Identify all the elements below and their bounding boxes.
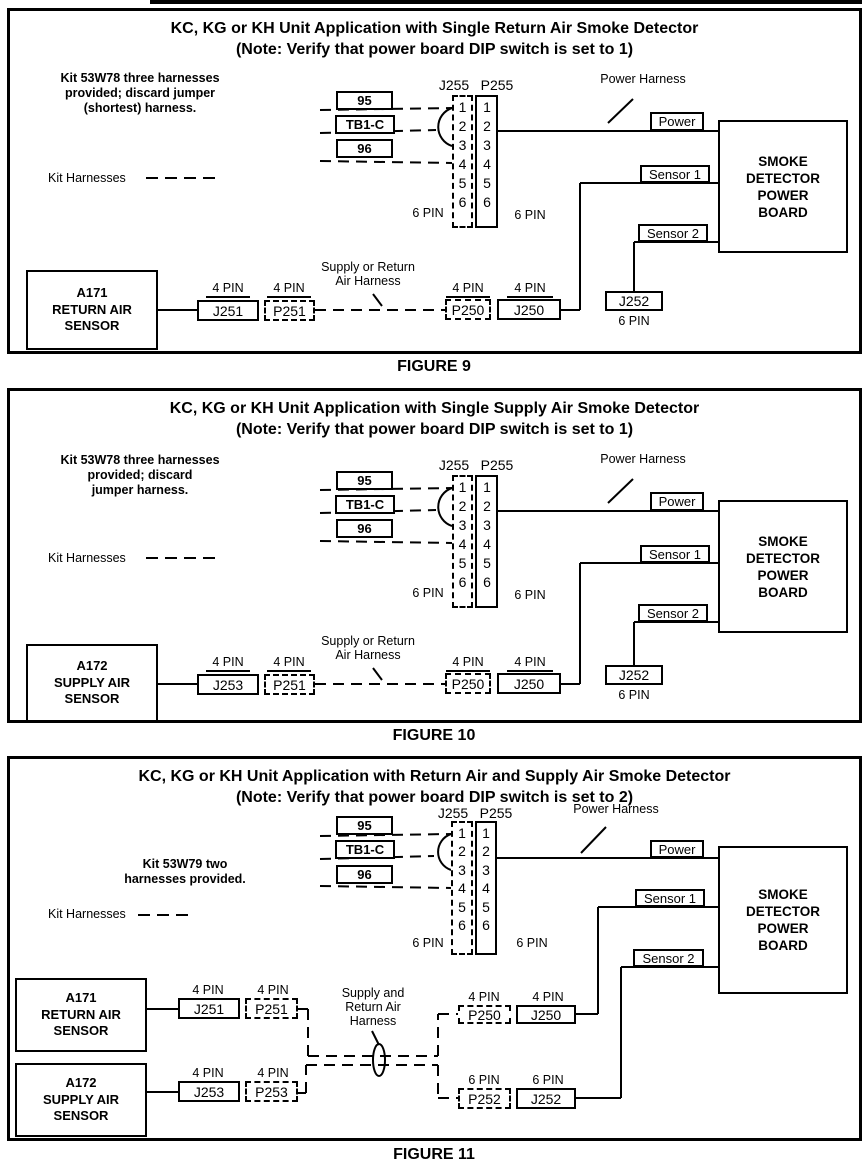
sensor2-terminal: Sensor 2 bbox=[638, 604, 708, 622]
p251-connector: P251 bbox=[264, 300, 315, 321]
j252-pin-count: 6 PIN bbox=[618, 314, 650, 328]
air-harness-label: Supply or Return Air Harness bbox=[321, 260, 415, 288]
terminal-96: 96 bbox=[336, 519, 393, 538]
p255-label: P255 bbox=[479, 805, 513, 821]
sensor2-terminal: Sensor 2 bbox=[638, 224, 708, 242]
j255-pin-1: 1 bbox=[458, 99, 467, 115]
p251-pin-count: 4 PIN bbox=[267, 281, 311, 298]
p255-pin-3: 3 bbox=[483, 517, 491, 533]
p255-pin-count: 6 PIN bbox=[514, 208, 546, 222]
j255-pin-1: 1 bbox=[458, 825, 466, 841]
terminal-95: 95 bbox=[336, 816, 393, 835]
return-air-sensor-box: A171 RETURN AIR SENSOR bbox=[15, 978, 147, 1052]
p250-connector: P250 bbox=[445, 299, 491, 320]
air-harness-label: Supply and Return Air Harness bbox=[341, 986, 405, 1028]
power-harness-label: Power Harness bbox=[573, 802, 659, 816]
j255-pin-3: 3 bbox=[458, 862, 466, 878]
figure-9-title-line1: KC, KG or KH Unit Application with Single Return Air Smoke Detector bbox=[170, 20, 699, 37]
jumper-arc bbox=[438, 834, 451, 870]
figure-11-panel bbox=[7, 756, 862, 1141]
j255-label: J255 bbox=[438, 457, 470, 473]
terminal-95: 95 bbox=[336, 91, 393, 110]
figure-10-panel bbox=[7, 388, 862, 723]
figure-11-title-line2: (Note: Verify that power board DIP switch is set to 2) bbox=[235, 789, 634, 806]
j255-pin-5: 5 bbox=[458, 899, 466, 915]
air-harness-pointer bbox=[373, 294, 382, 306]
j251-pin-count: 4 PIN bbox=[186, 983, 230, 1000]
kit-note: Kit 53W78 three harnesses provided; discard jumper (shortest) harness. bbox=[60, 71, 220, 115]
p255-pin-5: 5 bbox=[483, 555, 491, 571]
smoke-detector-power-board: SMOKE DETECTOR POWER BOARD bbox=[718, 500, 848, 633]
figure-9-title-line2: (Note: Verify that power board DIP switch is set to 1) bbox=[235, 41, 634, 58]
kit-harnesses-legend: Kit Harnesses bbox=[48, 171, 126, 185]
sensor1-terminal: Sensor 1 bbox=[640, 165, 710, 183]
power-harness-label: Power Harness bbox=[600, 72, 686, 86]
p251-pin-count: 4 PIN bbox=[251, 983, 295, 1000]
kit-harnesses-legend: Kit Harnesses bbox=[48, 551, 126, 565]
kit-note: Kit 53W79 two harnesses provided. bbox=[124, 857, 246, 886]
p253-pin-count: 4 PIN bbox=[251, 1066, 295, 1083]
p250-pin-count: 4 PIN bbox=[446, 655, 490, 672]
p255-label: P255 bbox=[480, 457, 514, 473]
j255-label: J255 bbox=[438, 77, 470, 93]
p255-pin-3: 3 bbox=[482, 862, 490, 878]
j252-connector: J252 bbox=[605, 291, 663, 311]
j255-pin-2: 2 bbox=[458, 843, 466, 859]
j255-pin-4: 4 bbox=[458, 156, 467, 172]
jumper-arc bbox=[438, 108, 452, 146]
p253-connector: P253 bbox=[245, 1081, 298, 1102]
kit-harnesses-legend: Kit Harnesses bbox=[48, 907, 126, 921]
kit-note: Kit 53W78 three harnesses provided; discard jumper harness. bbox=[60, 453, 220, 497]
top-rule bbox=[150, 0, 862, 4]
j253-pin-count: 4 PIN bbox=[206, 655, 250, 672]
j252-connector: J252 bbox=[516, 1088, 576, 1109]
p255-pin-1: 1 bbox=[483, 99, 491, 115]
j255-pin-4: 4 bbox=[458, 536, 467, 552]
p255-pin-4: 4 bbox=[483, 156, 491, 172]
j255-pin-count: 6 PIN bbox=[412, 936, 444, 950]
p255-pin-4: 4 bbox=[483, 536, 491, 552]
figure-11-title-line1: KC, KG or KH Unit Application with Return Air and Supply Air Smoke Detector bbox=[138, 768, 731, 785]
sensor2-terminal: Sensor 2 bbox=[633, 949, 704, 967]
p251-connector: P251 bbox=[264, 674, 315, 695]
power-terminal: Power bbox=[650, 840, 704, 858]
p255-label: P255 bbox=[480, 77, 514, 93]
p252-connector: P252 bbox=[458, 1088, 511, 1109]
figure-9-panel bbox=[7, 8, 862, 354]
p255-pin-1: 1 bbox=[482, 825, 490, 841]
j255-pin-3: 3 bbox=[458, 517, 467, 533]
terminal-96: 96 bbox=[336, 865, 393, 884]
p255-pin-count: 6 PIN bbox=[514, 588, 546, 602]
p255-pin-4: 4 bbox=[482, 880, 490, 896]
air-harness-label: Supply or Return Air Harness bbox=[321, 634, 415, 662]
p250-pin-count: 4 PIN bbox=[446, 281, 490, 298]
figure-10-title-line2: (Note: Verify that power board DIP switch is set to 1) bbox=[235, 421, 634, 438]
j250-connector: J250 bbox=[497, 673, 561, 694]
j251-connector: J251 bbox=[197, 300, 259, 321]
j251-connector: J251 bbox=[178, 998, 240, 1019]
p251-connector: P251 bbox=[245, 998, 298, 1019]
smoke-detector-power-board: SMOKE DETECTOR POWER BOARD bbox=[718, 120, 848, 253]
p250-pin-count: 4 PIN bbox=[463, 990, 505, 1007]
p255-pin-6: 6 bbox=[482, 917, 490, 933]
p255-pin-6: 6 bbox=[483, 574, 491, 590]
j255-pin-1: 1 bbox=[458, 479, 467, 495]
j253-pin-count: 4 PIN bbox=[186, 1066, 230, 1083]
j250-connector: J250 bbox=[516, 1005, 576, 1024]
terminal-tb1c: TB1-C bbox=[335, 115, 395, 134]
j250-pin-count: 4 PIN bbox=[507, 655, 553, 672]
smoke-detector-power-board: SMOKE DETECTOR POWER BOARD bbox=[718, 846, 848, 994]
p251-pin-count: 4 PIN bbox=[267, 655, 311, 672]
figure-10-caption: FIGURE 10 bbox=[392, 727, 476, 744]
j253-connector: J253 bbox=[178, 1081, 240, 1102]
sensor2-line bbox=[634, 242, 718, 291]
p255-pin-count: 6 PIN bbox=[516, 936, 548, 950]
figure-11-caption: FIGURE 11 bbox=[393, 1146, 475, 1163]
j255-pin-count: 6 PIN bbox=[412, 586, 444, 600]
power-harness-label: Power Harness bbox=[600, 452, 686, 466]
p255-pin-5: 5 bbox=[482, 899, 490, 915]
harness-loop-symbol bbox=[373, 1044, 385, 1076]
power-terminal: Power bbox=[650, 492, 704, 511]
p255-pin-2: 2 bbox=[483, 118, 491, 134]
p255-pin-2: 2 bbox=[483, 498, 491, 514]
j255-pin-3: 3 bbox=[458, 137, 467, 153]
air-harness-pointer bbox=[372, 1031, 379, 1045]
p250-connector: P250 bbox=[458, 1005, 511, 1024]
terminal-95: 95 bbox=[336, 471, 393, 490]
p255-pin-6: 6 bbox=[483, 194, 491, 210]
j255-pin-6: 6 bbox=[458, 917, 466, 933]
air-harness-pointer bbox=[373, 668, 382, 680]
sensor1-terminal: Sensor 1 bbox=[640, 545, 710, 563]
figure-10-title-line1: KC, KG or KH Unit Application with Single Supply Air Smoke Detector bbox=[169, 400, 700, 417]
return-air-sensor-box: A171 RETURN AIR SENSOR bbox=[26, 270, 158, 350]
sensor1-terminal: Sensor 1 bbox=[635, 889, 705, 907]
terminal-96: 96 bbox=[336, 139, 393, 158]
sensor2-line bbox=[634, 622, 718, 665]
j253-connector: J253 bbox=[197, 674, 259, 695]
j255-pin-2: 2 bbox=[458, 498, 467, 514]
p250-connector: P250 bbox=[445, 673, 491, 694]
j250-pin-count: 4 PIN bbox=[527, 990, 569, 1007]
p255-pin-3: 3 bbox=[483, 137, 491, 153]
supply-air-sensor-box: A172 SUPPLY AIR SENSOR bbox=[26, 644, 158, 722]
j255-label: J255 bbox=[437, 805, 469, 821]
power-harness-pointer bbox=[608, 479, 633, 503]
terminal-tb1c: TB1-C bbox=[335, 495, 395, 514]
figure-9-caption: FIGURE 9 bbox=[397, 358, 471, 375]
p255-pin-2: 2 bbox=[482, 843, 490, 859]
power-terminal: Power bbox=[650, 112, 704, 131]
j250-pin-count: 4 PIN bbox=[507, 281, 553, 298]
power-harness-pointer bbox=[581, 827, 606, 853]
j250-connector: J250 bbox=[497, 299, 561, 320]
j255-pin-6: 6 bbox=[458, 194, 467, 210]
j252-pin-count: 6 PIN bbox=[527, 1073, 569, 1090]
j255-pin-5: 5 bbox=[458, 175, 467, 191]
j255-pin-2: 2 bbox=[458, 118, 467, 134]
jumper-arc bbox=[438, 488, 452, 526]
j255-pin-4: 4 bbox=[458, 880, 466, 896]
j255-pin-6: 6 bbox=[458, 574, 467, 590]
j252-connector: J252 bbox=[605, 665, 663, 685]
p255-pin-5: 5 bbox=[483, 175, 491, 191]
j255-pin-count: 6 PIN bbox=[412, 206, 444, 220]
j252-pin-count: 6 PIN bbox=[618, 688, 650, 702]
power-harness-pointer bbox=[608, 99, 633, 123]
p255-pin-1: 1 bbox=[483, 479, 491, 495]
j251-pin-count: 4 PIN bbox=[206, 281, 250, 298]
p252-pin-count: 6 PIN bbox=[463, 1073, 505, 1090]
supply-air-sensor-box: A172 SUPPLY AIR SENSOR bbox=[15, 1063, 147, 1137]
j255-pin-5: 5 bbox=[458, 555, 467, 571]
terminal-tb1c: TB1-C bbox=[335, 840, 395, 859]
